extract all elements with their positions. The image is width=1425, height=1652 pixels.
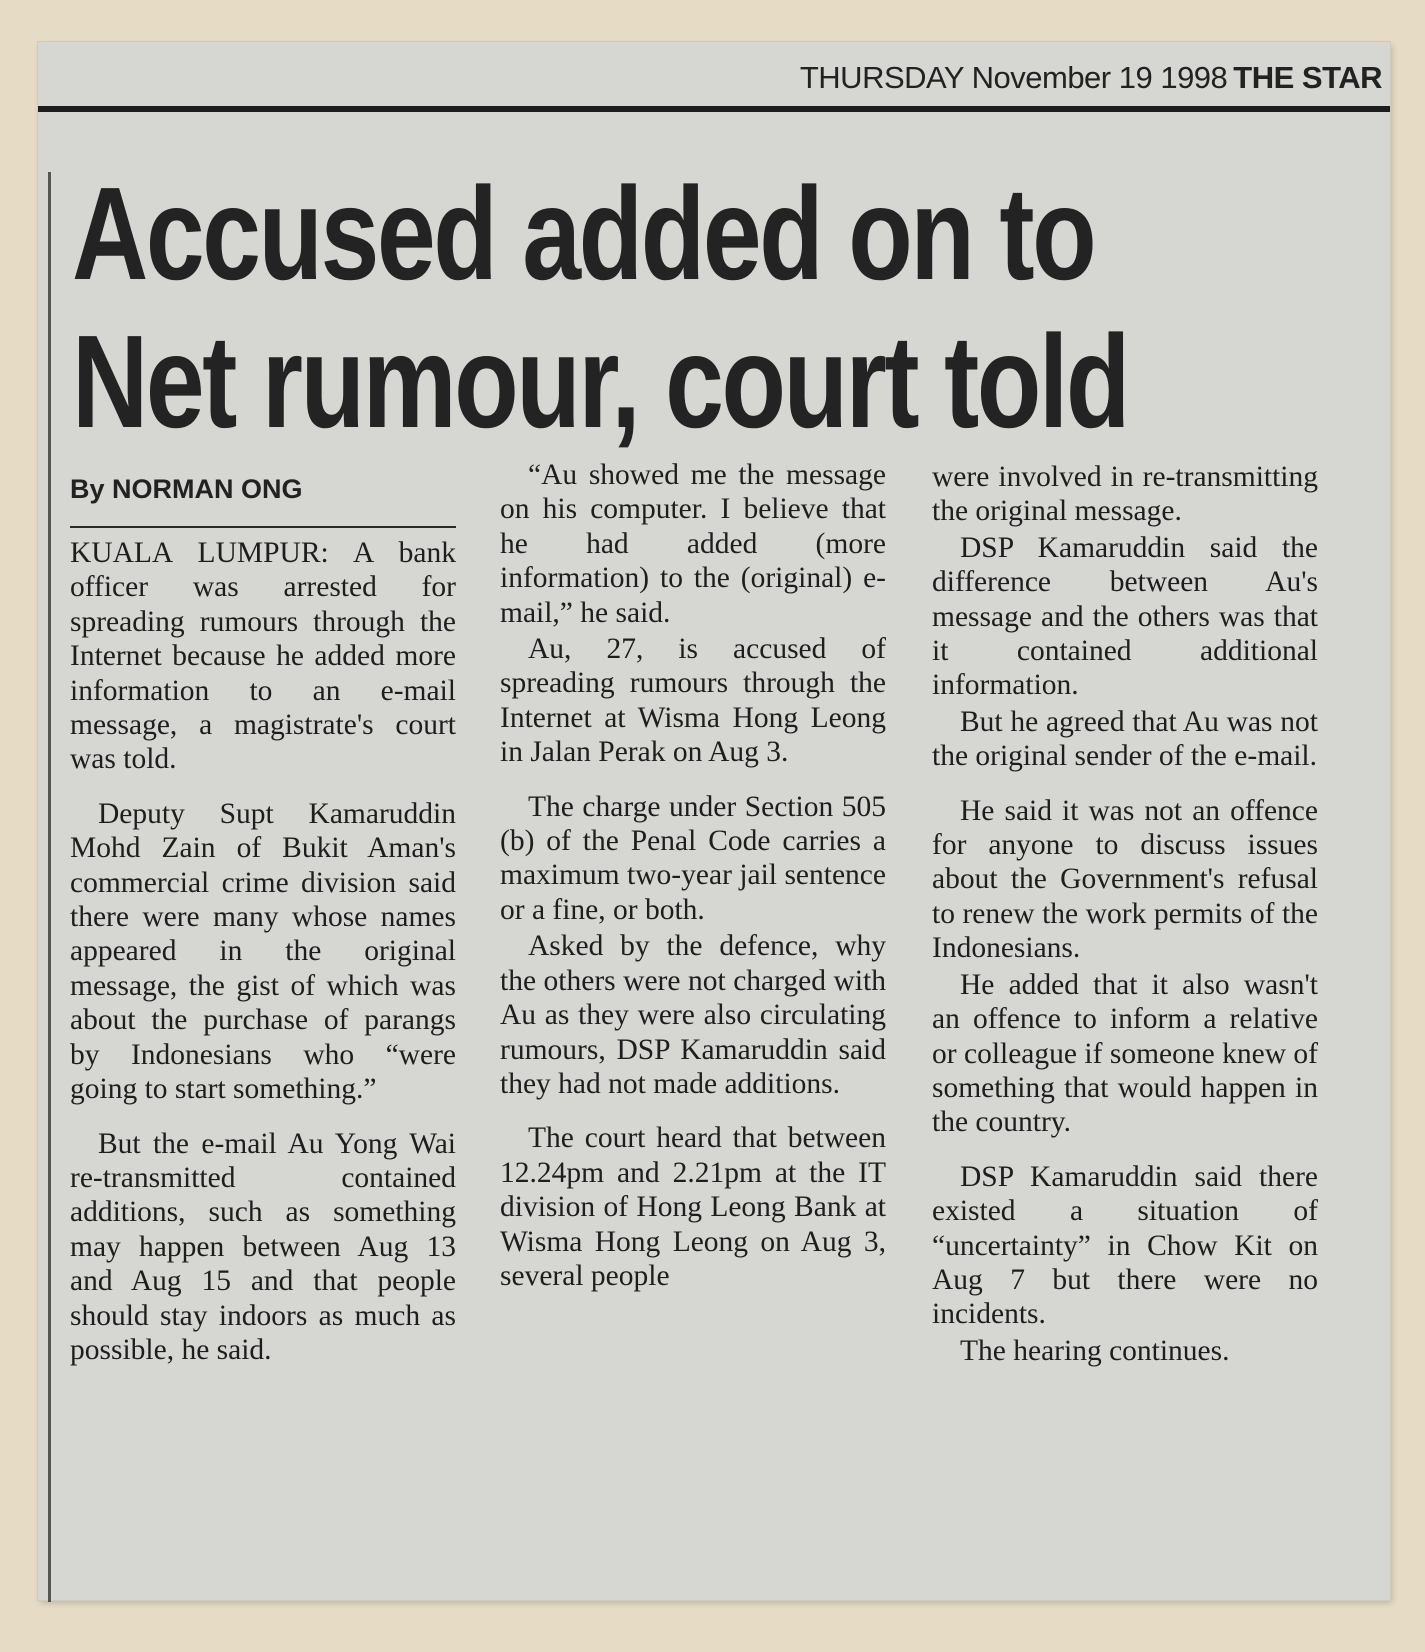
paragraph: Asked by the defence, why the others were not charged with Au as they were also circulating rumours, DSP Kamaruddin said they had not made additions. bbox=[500, 930, 886, 1100]
column-2 bbox=[500, 458, 886, 1293]
paragraph: But the e-mail Au Yong Wai re-transmitted contained additions, such as something may happen between Aug 13 and Aug 15 and that people should stay indoors as much as possible, he said. bbox=[70, 1127, 456, 1366]
headline-line-2: Net rumour, court told bbox=[72, 308, 1128, 455]
byline-rule bbox=[70, 526, 456, 528]
paragraph: He added that it also wasn't an offence to inform a relative or colleague if someone knew of something that would happen in the country. bbox=[932, 968, 1318, 1139]
column-3 bbox=[932, 460, 1318, 1368]
paragraph: The hearing continues. bbox=[960, 1334, 1230, 1367]
paragraph: KUALA LUMPUR: A bank officer was arrested for spreading rumours through the Internet because he added more information to an e-mail message, a magistrate's court was told. bbox=[70, 537, 456, 776]
masthead-rule bbox=[38, 106, 1390, 112]
dateline bbox=[800, 60, 1382, 96]
paragraph: Au, 27, is accused of spreading rumours through the Internet at Wisma Hong Leong in Jalan Perak on Aug 3. bbox=[500, 633, 886, 769]
paragraph: But he agreed that Au was not the original sender of the e-mail. bbox=[932, 705, 1318, 773]
margin-bar bbox=[48, 172, 51, 1602]
column-1 bbox=[70, 536, 456, 1367]
paragraph: He said it was not an offence for anyone to discuss issues about the Government's refusal to renew the work permits of the Indonesians. bbox=[932, 794, 1318, 965]
paragraph: were involved in re-transmitting the original message. bbox=[932, 461, 1318, 528]
paragraph: The court heard that between 12.24pm and 2.21pm at the IT division of Hong Leong Bank at Wisma Hong Leong on Aug 3, several people bbox=[500, 1122, 886, 1292]
paper-name: THE STAR bbox=[1233, 60, 1382, 95]
paragraph: DSP Kamaruddin said the difference between Au's message and the others was that it contained additional information. bbox=[932, 531, 1318, 702]
paragraph: Deputy Supt Kamaruddin Mohd Zain of Bukit Aman's commercial crime division said there were many whose names appeared in the original message, the gist of which was about the purchase of parangs by Indonesians who “were going to start something.” bbox=[70, 797, 456, 1106]
paragraph: “Au showed me the message on his computer. I believe that he had added (more information) to the (original) e-mail,” he said. bbox=[500, 459, 886, 629]
paragraph: The charge under Section 505 (b) of the Penal Code carries a maximum two-year jail sentence or a fine, or both. bbox=[500, 790, 886, 926]
paragraph: DSP Kamaruddin said there existed a situation of “uncertainty” in Chow Kit on Aug 7 but there were no incidents. bbox=[932, 1160, 1318, 1331]
headline-line-1: Accused added on to bbox=[72, 160, 1095, 307]
newspaper-clipping bbox=[38, 42, 1390, 1600]
issue-date: THURSDAY November 19 1998 bbox=[799, 60, 1228, 95]
headline bbox=[72, 160, 1128, 456]
byline: By NORMAN ONG bbox=[70, 474, 303, 504]
